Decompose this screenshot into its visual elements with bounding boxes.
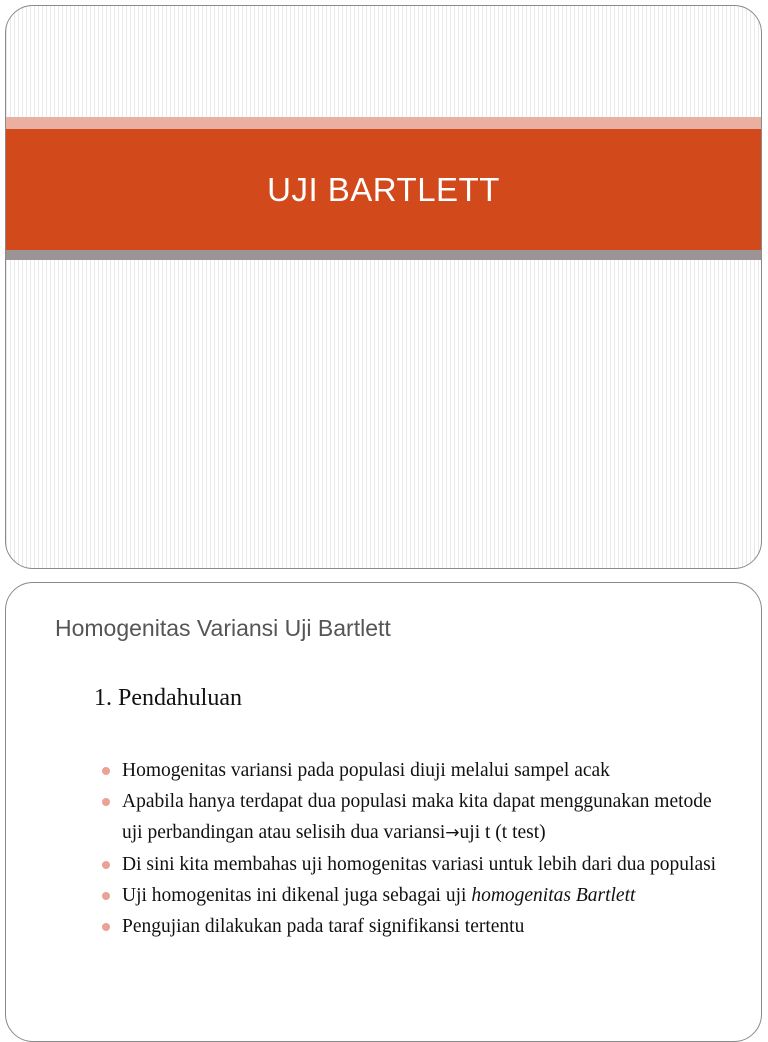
bullet-text: Homogenitas variansi pada populasi diuji melalui sampel acak (122, 760, 610, 781)
content-slide (5, 582, 762, 1042)
slide-heading: Homogenitas Variansi Uji Bartlett (55, 615, 391, 641)
section-number: 1. (94, 685, 112, 711)
bullet-text: Uji homogenitas ini dikenal juga sebagai uji (122, 885, 472, 906)
bullet-icon (102, 892, 110, 900)
list-item (100, 911, 720, 942)
title-band-top-stripe (6, 117, 761, 129)
bullet-text: Di sini kita membahas uji homogenitas variasi untuk lebih dari dua populasi (122, 854, 717, 875)
slide-title: UJI BARTLETT (267, 170, 500, 208)
bullet-text: Pengujian dilakukan pada taraf signifikansi tertentu (122, 916, 525, 937)
arrow-right-icon: → (445, 823, 460, 843)
bullet-icon (102, 798, 110, 806)
section-title: Pendahuluan (118, 685, 242, 711)
bullet-list (100, 755, 720, 942)
bullet-icon (102, 923, 110, 931)
bullet-text: Apabila hanya terdapat dua populasi maka kita dapat menggunakan metode uji perbandingan atau selisih dua variansi (122, 791, 712, 843)
list-item (100, 849, 720, 880)
bullet-icon (102, 861, 110, 869)
bullet-text-after: uji t (t test) (459, 822, 546, 843)
list-item (100, 786, 720, 849)
bullet-icon (102, 767, 110, 775)
section-heading (94, 685, 242, 712)
bullet-italic-text: homogenitas Bartlett (471, 885, 636, 906)
title-slide (5, 5, 762, 569)
list-item (100, 755, 720, 786)
title-band-bottom-stripe (6, 250, 761, 260)
list-item (100, 880, 720, 911)
